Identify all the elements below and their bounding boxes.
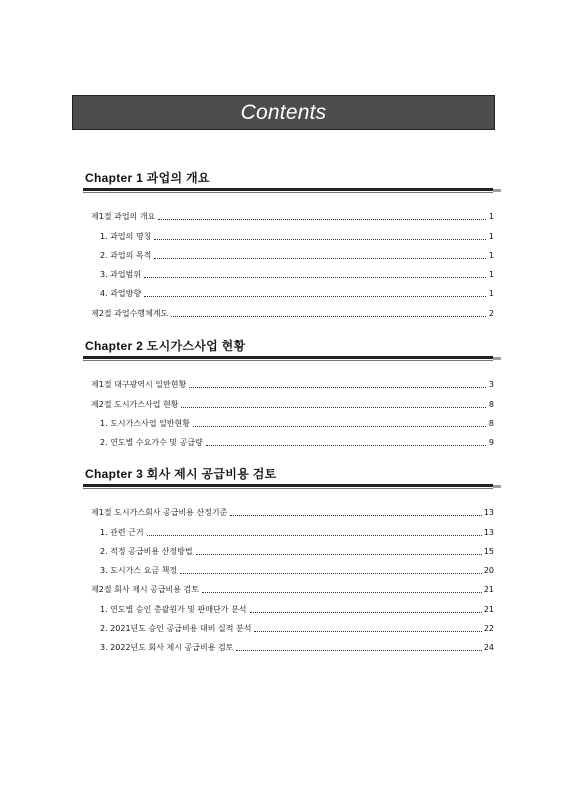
entry-label: 2. 연도별 수요가수 및 공급량 bbox=[100, 438, 203, 448]
entry-page: 15 bbox=[483, 546, 494, 556]
chapter-title: Chapter 3 회사 제시 공급비용 검토 bbox=[85, 467, 277, 481]
contents-banner bbox=[72, 95, 495, 130]
entry-page: 8 bbox=[488, 399, 494, 409]
dot-leader bbox=[158, 218, 486, 220]
entry-label: 제1절 도시가스회사 공급비용 산정기준 bbox=[91, 508, 228, 518]
toc-entry[interactable] bbox=[83, 615, 494, 634]
entry-page: 24 bbox=[483, 643, 494, 653]
dot-leader bbox=[189, 386, 486, 388]
toc-entry[interactable] bbox=[83, 280, 494, 299]
entry-label: 제1절 대구광역시 일반현황 bbox=[91, 380, 187, 390]
toc-entry[interactable] bbox=[83, 538, 494, 557]
entry-page: 1 bbox=[488, 231, 494, 241]
dot-leader bbox=[144, 295, 486, 297]
toc-entry[interactable] bbox=[83, 499, 494, 518]
entry-label: 1. 도시가스사업 일반현황 bbox=[100, 418, 190, 428]
toc-entry[interactable] bbox=[83, 634, 494, 653]
entry-page: 3 bbox=[488, 380, 494, 390]
entry-page: 8 bbox=[488, 418, 494, 428]
toc-entry[interactable] bbox=[83, 557, 494, 576]
entry-page: 2 bbox=[488, 308, 494, 318]
toc-entry[interactable] bbox=[83, 242, 494, 261]
dot-leader bbox=[154, 257, 486, 259]
entry-page: 1 bbox=[488, 270, 494, 280]
entry-label: 제2절 회사 제시 공급비용 검토 bbox=[91, 585, 199, 595]
dot-leader bbox=[181, 406, 486, 408]
entry-label: 제2절 과업수행체계도 bbox=[91, 308, 169, 318]
contents-title: Contents bbox=[240, 100, 327, 124]
entry-page: 1 bbox=[488, 289, 494, 299]
entry-label: 1. 관련 근거 bbox=[100, 527, 144, 537]
toc-entry[interactable] bbox=[83, 518, 494, 537]
chapter-2 bbox=[83, 338, 501, 448]
chapter-1 bbox=[83, 170, 501, 319]
entry-label: 3. 2022년도 회사 제시 공급비용 검토 bbox=[100, 643, 234, 653]
chapter-title: Chapter 2 도시가스사업 현황 bbox=[85, 339, 246, 353]
toc-entry[interactable] bbox=[83, 203, 494, 222]
chapter-rule bbox=[83, 484, 501, 489]
dot-leader bbox=[193, 425, 486, 427]
dot-leader bbox=[144, 276, 486, 278]
toc-entry[interactable] bbox=[83, 576, 494, 595]
dot-leader bbox=[236, 649, 481, 651]
toc-entry[interactable] bbox=[83, 299, 494, 318]
toc-entry[interactable] bbox=[83, 410, 494, 429]
toc-entry[interactable] bbox=[83, 595, 494, 614]
entry-label: 3. 과업범위 bbox=[100, 270, 142, 280]
entry-label: 2. 적정 공급비용 산정방법 bbox=[100, 546, 193, 556]
dot-leader bbox=[180, 572, 482, 574]
entry-page: 22 bbox=[483, 624, 494, 634]
toc-entry[interactable] bbox=[83, 222, 494, 241]
dot-leader bbox=[147, 534, 482, 536]
dot-leader bbox=[202, 591, 482, 593]
chapter-3 bbox=[83, 466, 501, 653]
entry-label: 제2절 도시가스사업 현황 bbox=[91, 399, 179, 409]
entry-label: 1. 과업의 명칭 bbox=[100, 231, 152, 241]
chapter-title: Chapter 1 과업의 개요 bbox=[85, 171, 210, 185]
entry-label: 3. 도시가스 요금 책정 bbox=[100, 566, 178, 576]
entry-page: 9 bbox=[488, 438, 494, 448]
entry-label: 4. 과업방향 bbox=[100, 289, 142, 299]
entry-page: 13 bbox=[483, 527, 494, 537]
dot-leader bbox=[206, 444, 486, 446]
toc-entry[interactable] bbox=[83, 371, 494, 390]
entry-label: 2. 과업의 목적 bbox=[100, 250, 152, 260]
dot-leader bbox=[171, 315, 486, 317]
toc-entry[interactable] bbox=[83, 429, 494, 448]
entry-label: 제1절 과업의 개요 bbox=[91, 212, 156, 222]
dot-leader bbox=[154, 238, 486, 240]
entry-page: 21 bbox=[483, 585, 494, 595]
chapter-rule bbox=[83, 188, 501, 193]
toc-entry[interactable] bbox=[83, 261, 494, 280]
chapter-rule bbox=[83, 356, 501, 361]
entry-page: 13 bbox=[483, 508, 494, 518]
dot-leader bbox=[254, 630, 481, 632]
dot-leader bbox=[250, 611, 482, 613]
entry-label: 1. 연도별 승인 총괄원가 및 판매단가 분석 bbox=[100, 604, 247, 614]
entry-page: 1 bbox=[488, 212, 494, 222]
toc-entry[interactable] bbox=[83, 390, 494, 409]
dot-leader bbox=[230, 514, 481, 516]
entry-page: 1 bbox=[488, 250, 494, 260]
dot-leader bbox=[196, 553, 482, 555]
entry-page: 21 bbox=[483, 604, 494, 614]
entry-label: 2. 2021년도 승인 공급비용 대비 실적 분석 bbox=[100, 624, 252, 634]
entry-page: 20 bbox=[483, 566, 494, 576]
